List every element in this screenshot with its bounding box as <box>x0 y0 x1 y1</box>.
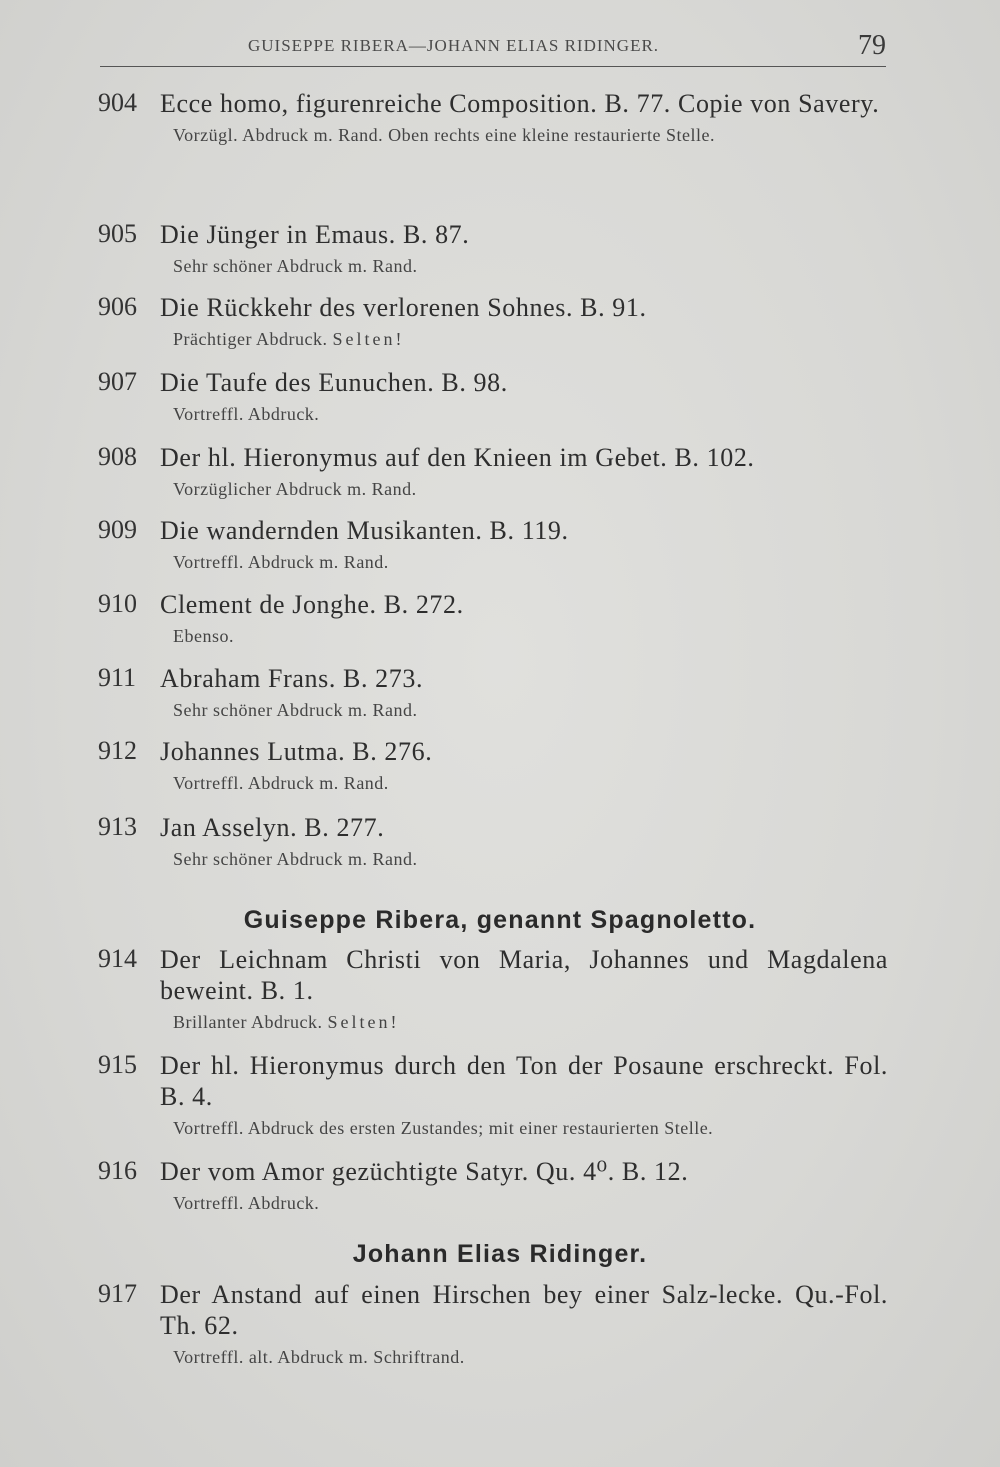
entry-note: Vorzüglicher Abdruck m. Rand. <box>173 479 417 499</box>
entry-title: Der vom Amor gezüchtigte Satyr. Qu. 4⁰. B. 12. <box>160 1157 689 1186</box>
catalog-entry-915 <box>98 1050 888 1139</box>
entry-note-text: Brillanter Abdruck. <box>173 1012 323 1032</box>
entry-note-emphasis: Selten! <box>327 1012 400 1032</box>
entry-title: Der hl. Hieronymus auf den Knieen im Gebet. B. 102. <box>160 443 755 472</box>
entry-number: 910 <box>98 589 137 618</box>
catalog-entry-910 <box>98 589 888 647</box>
entry-note: Vortreffl. Abdruck. <box>173 1193 320 1213</box>
entry-number: 908 <box>98 442 137 471</box>
entry-title: Jan Asselyn. B. 277. <box>160 813 385 842</box>
catalog-entry-914 <box>98 944 888 1033</box>
catalog-entry-905 <box>98 219 888 277</box>
entry-title: Ecce homo, figurenreiche Composition. B. 77. Copie von Savery. <box>160 89 880 118</box>
entry-number: 915 <box>98 1050 137 1079</box>
entry-number: 913 <box>98 812 137 841</box>
entry-number: 904 <box>98 88 137 117</box>
entry-title: Die Jünger in Emaus. B. 87. <box>160 220 470 249</box>
entry-note: Sehr schöner Abdruck m. Rand. <box>173 700 418 720</box>
catalog-entry-904 <box>98 88 888 146</box>
entry-number: 911 <box>98 663 137 692</box>
catalog-entry-916 <box>98 1156 888 1214</box>
entry-number: 917 <box>98 1279 137 1308</box>
entry-number: 905 <box>98 219 137 248</box>
entry-title: Die Rückkehr des verlorenen Sohnes. B. 91. <box>160 293 647 322</box>
catalog-entry-912 <box>98 736 888 794</box>
entry-note: Vortreffl. Abdruck m. Rand. <box>173 773 389 793</box>
entry-title: Abraham Frans. B. 273. <box>160 664 424 693</box>
entry-title: Der Leichnam Christi von Maria, Johannes und Magdalena beweint. B. 1. <box>160 945 888 1005</box>
entry-title: Die Taufe des Eunuchen. B. 98. <box>160 368 508 397</box>
catalog-entry-917 <box>98 1279 888 1368</box>
catalog-entry-909 <box>98 515 888 573</box>
catalog-entry-908 <box>98 442 888 500</box>
entry-note: Sehr schöner Abdruck m. Rand. <box>173 849 418 869</box>
entry-note: Ebenso. <box>173 626 234 646</box>
entry-title: Clement de Jonghe. B. 272. <box>160 590 464 619</box>
entry-number: 909 <box>98 515 137 544</box>
catalog-entry-906 <box>98 292 888 350</box>
entry-title: Der hl. Hieronymus durch den Ton der Posaune erschreckt. Fol. B. 4. <box>160 1051 888 1111</box>
entry-note <box>173 329 888 350</box>
entry-note: Vortreffl. Abdruck des ersten Zustandes; mit einer restaurierten Stelle. <box>173 1118 714 1138</box>
entry-note-emphasis: Selten! <box>332 329 405 349</box>
catalog-entry-911 <box>98 663 888 721</box>
entry-number: 914 <box>98 944 137 973</box>
section-heading-ribera: Guiseppe Ribera, genannt Spagnoletto. <box>243 906 757 934</box>
entry-number: 906 <box>98 292 137 321</box>
entry-note: Vortreffl. alt. Abdruck m. Schriftrand. <box>173 1347 465 1367</box>
entry-note: Vortreffl. Abdruck. <box>173 404 320 424</box>
entry-number: 912 <box>98 736 137 765</box>
entry-number: 916 <box>98 1156 137 1185</box>
entry-note: Vorzügl. Abdruck m. Rand. Oben rechts eine kleine restaurierte Stelle. <box>173 125 716 145</box>
entry-note <box>173 1012 888 1033</box>
section-heading-ridinger: Johann Elias Ridinger. <box>352 1240 648 1268</box>
entry-title: Der Anstand auf einen Hirschen bey einer Salz-lecke. Qu.-Fol. Th. 62. <box>160 1280 888 1340</box>
entry-number: 907 <box>98 367 137 396</box>
entry-note: Vortreffl. Abdruck m. Rand. <box>173 552 389 572</box>
catalog-entry-913 <box>98 812 888 870</box>
page-number: 79 <box>858 30 886 61</box>
entry-note: Sehr schöner Abdruck m. Rand. <box>173 256 418 276</box>
entry-title: Johannes Lutma. B. 276. <box>160 737 433 766</box>
header-title: GUISEPPE RIBERA—JOHANN ELIAS RIDINGER. <box>248 36 660 55</box>
catalog-entry-907 <box>98 367 888 425</box>
entry-title: Die wandernden Musikanten. B. 119. <box>160 516 569 545</box>
running-header <box>100 30 886 67</box>
entry-note-text: Prächtiger Abdruck. <box>173 329 328 349</box>
